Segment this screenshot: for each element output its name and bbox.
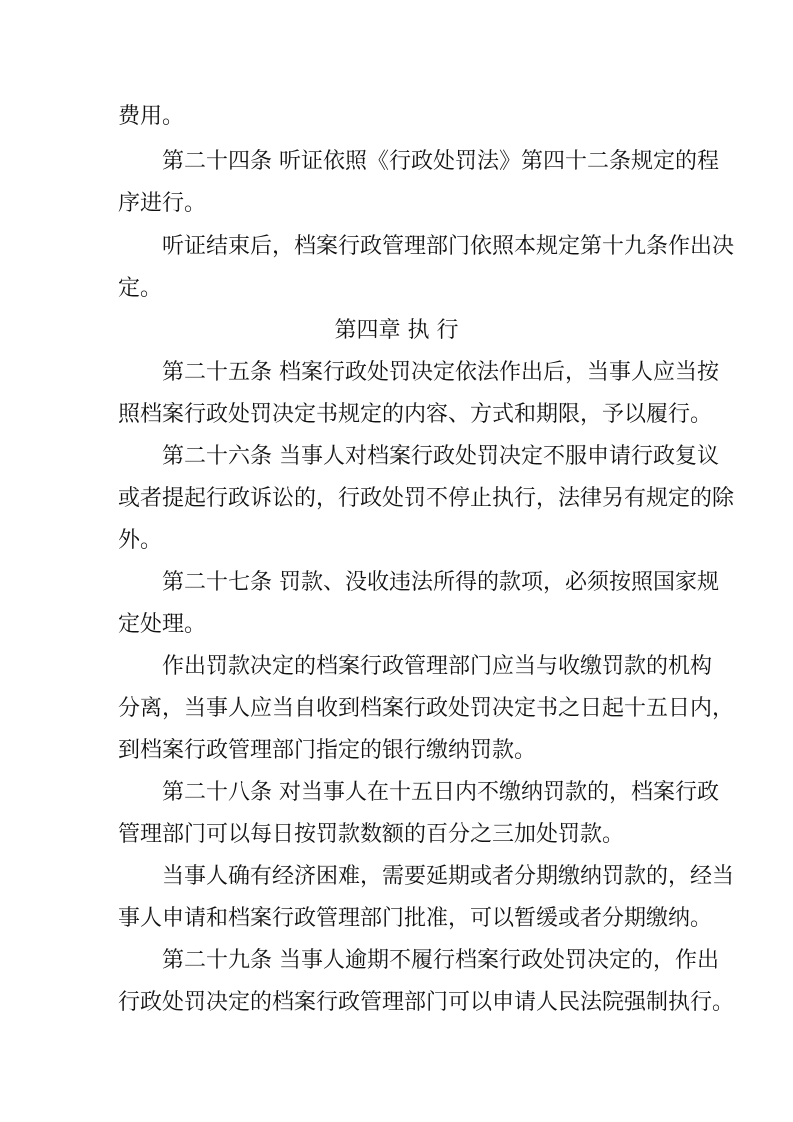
text-line: 费用。 bbox=[118, 104, 185, 129]
text-line: 作出罚款决定的档案行政管理部门应当与收缴罚款的机构 bbox=[162, 654, 713, 679]
text-line: 行政处罚决定的档案行政管理部门可以申请人民法院强制执行。 bbox=[118, 990, 735, 1015]
text-line: 定。 bbox=[118, 276, 163, 301]
article-27: 第二十七条 罚款、没收违法所得的款项，必须按照国家规 bbox=[162, 570, 719, 595]
text-line: 照档案行政处罚决定书规定的内容、方式和期限，予以履行。 bbox=[118, 402, 713, 427]
text-line: 到档案行政管理部门指定的银行缴纳罚款。 bbox=[118, 738, 537, 763]
text-line: 当事人确有经济困难，需要延期或者分期缴纳罚款的，经当 bbox=[162, 864, 735, 889]
chapter-heading: 第四章 执 行 bbox=[334, 318, 459, 343]
text-line: 分离，当事人应当自收到档案行政处罚决定书之日起十五日内， bbox=[118, 696, 735, 721]
text-line: 管理部门可以每日按罚款数额的百分之三加处罚款。 bbox=[118, 822, 625, 847]
text-line: 事人申请和档案行政管理部门批准，可以暂缓或者分期缴纳。 bbox=[118, 906, 713, 931]
text-line: 外。 bbox=[118, 528, 163, 553]
article-25: 第二十五条 档案行政处罚决定依法作出后，当事人应当按 bbox=[162, 360, 719, 385]
text-line: 序进行。 bbox=[118, 191, 207, 216]
text-line: 听证结束后，档案行政管理部门依照本规定第十九条作出决 bbox=[162, 234, 735, 259]
text-line: 或者提起行政诉讼的，行政处罚不停止执行，法律另有规定的除 bbox=[118, 486, 735, 511]
article-24: 第二十四条 听证依照《行政处罚法》第四十二条规定的程 bbox=[162, 149, 719, 174]
article-29: 第二十九条 当事人逾期不履行档案行政处罚决定的，作出 bbox=[162, 948, 719, 973]
text-line: 定处理。 bbox=[118, 612, 207, 637]
article-28: 第二十八条 对当事人在十五日内不缴纳罚款的，档案行政 bbox=[162, 780, 719, 805]
article-26: 第二十六条 当事人对档案行政处罚决定不服申请行政复议 bbox=[162, 444, 719, 469]
